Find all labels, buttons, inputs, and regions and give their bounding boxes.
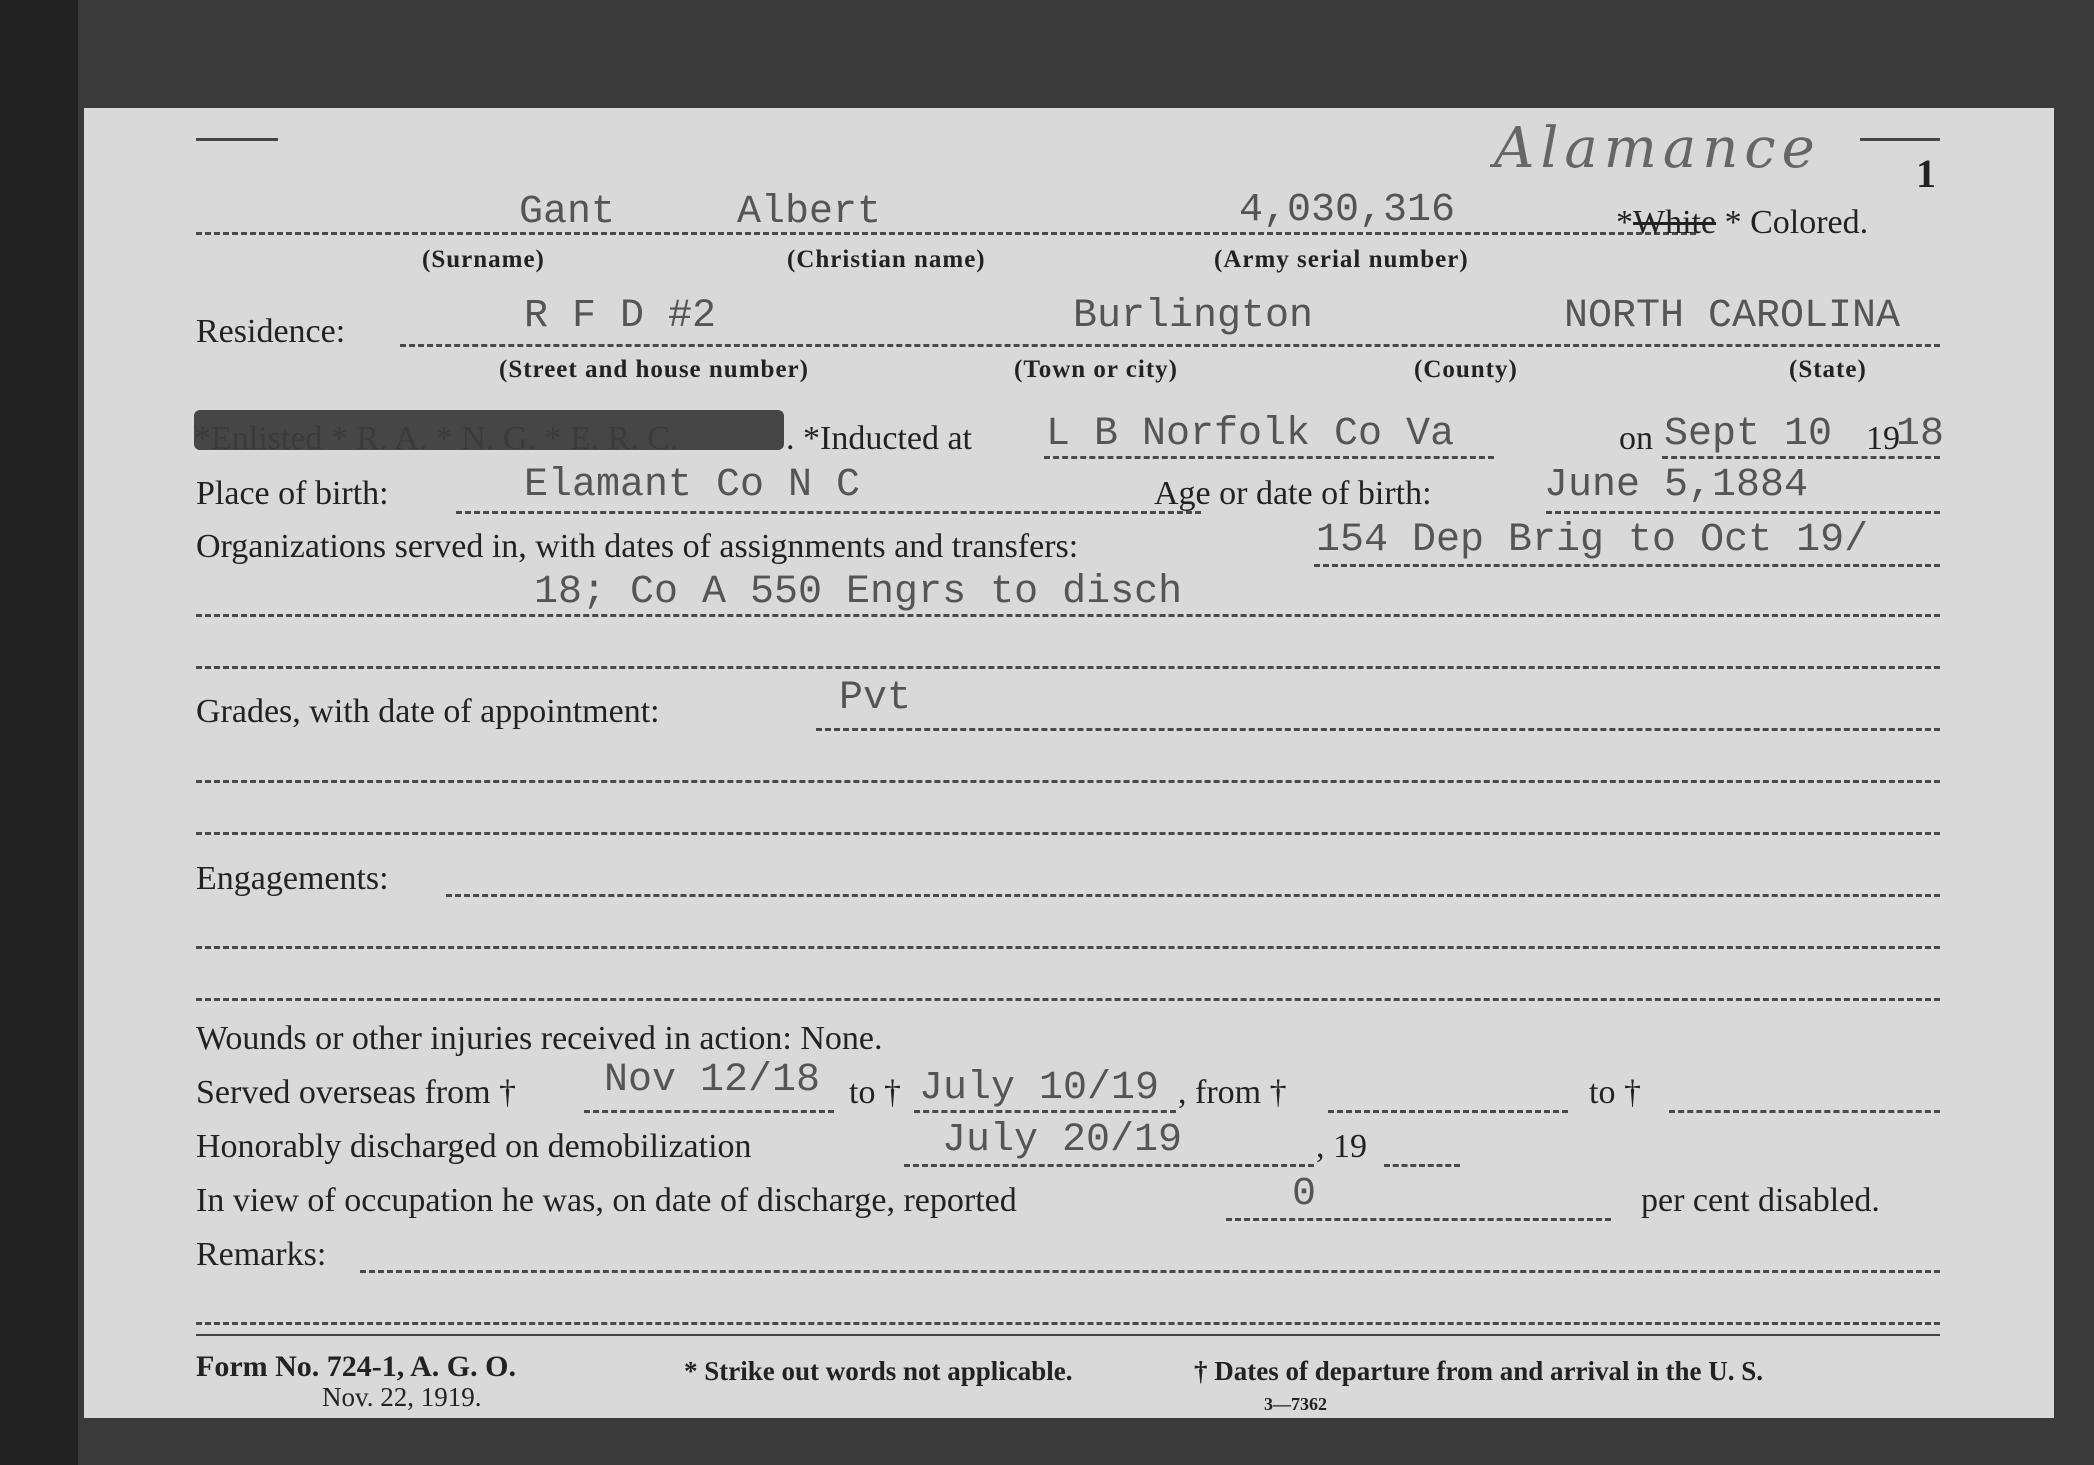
top-right-mark bbox=[1860, 138, 1940, 141]
remarks-line-1 bbox=[360, 1270, 1940, 1273]
discharge-date-value: July 20/19 bbox=[942, 1118, 1183, 1163]
form-number: Form No. 724-1, A. G. O. bbox=[196, 1350, 516, 1383]
print-code: 3—7362 bbox=[1264, 1394, 1327, 1414]
serial-number-value: 4,030,316 bbox=[1239, 188, 1456, 233]
organizations-line-1 bbox=[1314, 564, 1940, 567]
place-of-birth-value: Elamant Co N C bbox=[524, 463, 861, 508]
overseas-from2-label: , from † bbox=[1178, 1074, 1287, 1111]
surname-value: Gant bbox=[519, 190, 616, 235]
engagements-line-1 bbox=[446, 894, 1940, 897]
wounds-value: None. bbox=[800, 1020, 883, 1057]
inducted-year-printed: 19 bbox=[1866, 420, 1900, 457]
organizations-value-line1: 154 Dep Brig to Oct 19/ bbox=[1316, 518, 1869, 563]
state-caption: (State) bbox=[1789, 356, 1867, 383]
overseas-from2-line bbox=[1328, 1110, 1568, 1113]
remarks-line-2 bbox=[196, 1322, 1940, 1325]
engagements-line-3 bbox=[196, 998, 1940, 1001]
top-left-mark bbox=[196, 138, 278, 141]
name-row-line bbox=[196, 232, 1696, 235]
on-label: on bbox=[1619, 420, 1653, 457]
organizations-value-line2: 18; Co A 550 Engrs to disch bbox=[534, 570, 1183, 615]
overseas-to-value: July 10/19 bbox=[919, 1066, 1160, 1111]
disability-suffix: per cent disabled. bbox=[1641, 1182, 1880, 1219]
disability-value: 0 bbox=[1292, 1172, 1317, 1217]
discharge-year-line bbox=[1384, 1164, 1460, 1167]
race-white-struck: White bbox=[1633, 204, 1717, 241]
discharge-label: Honorably discharged on demobilization bbox=[196, 1128, 752, 1165]
overseas-to2-line bbox=[1669, 1110, 1940, 1113]
race-colored: * Colored. bbox=[1724, 204, 1869, 241]
redaction-mark bbox=[194, 410, 784, 450]
overseas-to2-label: to † bbox=[1589, 1074, 1641, 1111]
grades-line-2 bbox=[196, 780, 1940, 783]
overseas-label: Served overseas from † bbox=[196, 1074, 517, 1111]
form-date: Nov. 22, 1919. bbox=[322, 1382, 482, 1412]
residence-state-value: NORTH CAROLINA bbox=[1564, 294, 1901, 339]
county-handwritten-note: Alamance bbox=[1494, 116, 1821, 181]
discharge-line bbox=[904, 1164, 1314, 1167]
strike-note: * Strike out words not applicable. bbox=[684, 1356, 1073, 1386]
age-label: Age or date of birth: bbox=[1154, 475, 1432, 512]
dates-note: † Dates of departure from and arrival in the U. S. bbox=[1194, 1356, 1763, 1386]
service-record-card bbox=[84, 108, 2054, 1418]
place-of-birth-line bbox=[456, 511, 1201, 514]
overseas-from-value: Nov 12/18 bbox=[604, 1058, 821, 1103]
residence-town-value: Burlington bbox=[1073, 294, 1314, 339]
card-number: 1 bbox=[1916, 151, 1936, 196]
disability-label: In view of occupation he was, on date of discharge, reported bbox=[196, 1182, 1017, 1219]
place-of-birth-label: Place of birth: bbox=[196, 475, 389, 512]
inducted-year-typed: 18 bbox=[1896, 412, 1945, 457]
organizations-label: Organizations served in, with dates of assignments and transfers: bbox=[196, 528, 1079, 565]
overseas-from-line bbox=[584, 1110, 834, 1113]
date-of-birth-value: June 5,1884 bbox=[1544, 463, 1809, 508]
grades-line-1 bbox=[816, 728, 1940, 731]
overseas-to-label: to † bbox=[849, 1074, 901, 1111]
serial-caption: (Army serial number) bbox=[1214, 246, 1469, 273]
christian-name-caption: (Christian name) bbox=[787, 246, 986, 273]
grades-label: Grades, with date of appointment: bbox=[196, 693, 660, 730]
engagements-label: Engagements: bbox=[196, 860, 389, 897]
street-caption: (Street and house number) bbox=[499, 356, 809, 383]
residence-street-value: R F D #2 bbox=[524, 294, 717, 339]
organizations-line-3 bbox=[196, 666, 1940, 669]
christian-name-value: Albert bbox=[737, 190, 882, 235]
footer-rule bbox=[196, 1334, 1940, 1336]
age-line bbox=[1546, 511, 1940, 514]
scanner-background bbox=[0, 0, 78, 1465]
inducted-place-value: L B Norfolk Co Va bbox=[1046, 412, 1455, 457]
residence-label: Residence: bbox=[196, 313, 346, 350]
engagements-line-2 bbox=[196, 946, 1940, 949]
grades-line-3 bbox=[196, 832, 1940, 835]
residence-line bbox=[400, 344, 1940, 347]
discharge-year-label: , 19 bbox=[1316, 1128, 1367, 1165]
wounds-label: Wounds or other injuries received in action: bbox=[196, 1020, 792, 1057]
disability-line bbox=[1226, 1218, 1611, 1221]
inducted-date-value: Sept 10 bbox=[1664, 412, 1833, 457]
county-caption: (County) bbox=[1414, 356, 1518, 383]
town-caption: (Town or city) bbox=[1014, 356, 1178, 383]
inducted-label: . *Inducted at bbox=[786, 420, 972, 457]
surname-caption: (Surname) bbox=[422, 246, 545, 273]
race-prefix: * bbox=[1616, 204, 1633, 241]
grades-value: Pvt bbox=[839, 676, 912, 721]
remarks-label: Remarks: bbox=[196, 1236, 327, 1273]
